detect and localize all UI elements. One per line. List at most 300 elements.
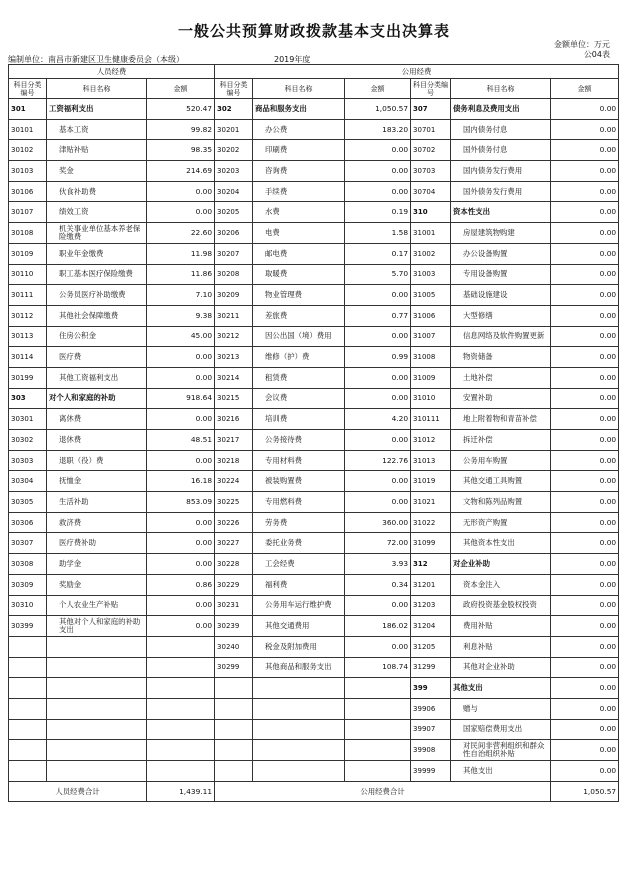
cell-amount: 0.00 bbox=[551, 161, 619, 182]
cell-amount: 0.00 bbox=[551, 512, 619, 533]
cell-amount: 0.00 bbox=[551, 657, 619, 678]
amount-header: 金额 bbox=[551, 79, 619, 99]
table-row bbox=[9, 347, 619, 368]
cell-code: 31021 bbox=[411, 492, 451, 513]
cell-amount: 48.51 bbox=[147, 430, 215, 451]
cell-code: 30203 bbox=[215, 161, 253, 182]
cell-code: 30703 bbox=[411, 161, 451, 182]
cell-code: 31002 bbox=[411, 243, 451, 264]
table-row bbox=[9, 409, 619, 430]
cell-code: 301 bbox=[9, 99, 47, 120]
cell-amount: 186.02 bbox=[345, 616, 411, 637]
cell-code: 30212 bbox=[215, 326, 253, 347]
cell-name: 安置补助 bbox=[451, 388, 551, 409]
cell-name: 因公出国（境）费用 bbox=[253, 326, 345, 347]
table-row bbox=[9, 388, 619, 409]
cell-name: 国家赔偿费用支出 bbox=[451, 719, 551, 740]
cell-name: 物资储备 bbox=[451, 347, 551, 368]
cell-amount: 0.00 bbox=[551, 719, 619, 740]
cell-code: 30214 bbox=[215, 367, 253, 388]
cell-code bbox=[215, 740, 253, 761]
cell-code: 30304 bbox=[9, 471, 47, 492]
cell-amount: 0.00 bbox=[345, 367, 411, 388]
cell-amount: 0.00 bbox=[345, 181, 411, 202]
cell-code: 30308 bbox=[9, 554, 47, 575]
cell-code: 30240 bbox=[215, 636, 253, 657]
cell-code: 31010 bbox=[411, 388, 451, 409]
table-row bbox=[9, 512, 619, 533]
cell-name: 费用补贴 bbox=[451, 616, 551, 637]
cell-amount: 0.00 bbox=[551, 99, 619, 120]
cell-name: 邮电费 bbox=[253, 243, 345, 264]
cell-code: 31003 bbox=[411, 264, 451, 285]
cell-name: 利息补贴 bbox=[451, 636, 551, 657]
cell-name: 住房公积金 bbox=[47, 326, 147, 347]
table-row bbox=[9, 119, 619, 140]
table-row bbox=[9, 367, 619, 388]
cell-code: 30702 bbox=[411, 140, 451, 161]
cell-name: 债务利息及费用支出 bbox=[451, 99, 551, 120]
cell-amount: 0.00 bbox=[147, 409, 215, 430]
cell-code: 30217 bbox=[215, 430, 253, 451]
cell-amount: 1,050.57 bbox=[345, 99, 411, 120]
unit-label: 金额单位：万元 bbox=[554, 40, 610, 49]
cell-name: 基础设施建设 bbox=[451, 285, 551, 306]
cell-amount: 214.69 bbox=[147, 161, 215, 182]
cell-name: 其他资本性支出 bbox=[451, 533, 551, 554]
cell-code: 30704 bbox=[411, 181, 451, 202]
cell-amount: 0.00 bbox=[551, 554, 619, 575]
cell-code: 30701 bbox=[411, 119, 451, 140]
cell-name: 维修（护）费 bbox=[253, 347, 345, 368]
name-header: 科目名称 bbox=[47, 79, 147, 99]
cell-name: 工会经费 bbox=[253, 554, 345, 575]
cell-code: 30216 bbox=[215, 409, 253, 430]
public-total-label: 公用经费合计 bbox=[215, 781, 551, 802]
cell-amount: 0.00 bbox=[147, 450, 215, 471]
cell-name: 对民间非营利组织和群众性自治组织补贴 bbox=[451, 740, 551, 761]
cell-amount: 0.00 bbox=[551, 140, 619, 161]
cell-name: 绩效工资 bbox=[47, 202, 147, 223]
cell-name: 个人农业生产补贴 bbox=[47, 595, 147, 616]
table-row bbox=[9, 264, 619, 285]
table-row bbox=[9, 161, 619, 182]
cell-name: 大型修缮 bbox=[451, 305, 551, 326]
table-row bbox=[9, 492, 619, 513]
cell-code: 30107 bbox=[9, 202, 47, 223]
table-row bbox=[9, 305, 619, 326]
cell-amount: 0.00 bbox=[345, 595, 411, 616]
cell-name: 会议费 bbox=[253, 388, 345, 409]
cell-amount: 98.35 bbox=[147, 140, 215, 161]
cell-amount bbox=[147, 657, 215, 678]
cell-name: 福利费 bbox=[253, 574, 345, 595]
table-row bbox=[9, 99, 619, 120]
table-row bbox=[9, 740, 619, 761]
cell-code: 39907 bbox=[411, 719, 451, 740]
cell-code bbox=[9, 636, 47, 657]
cell-code: 31006 bbox=[411, 305, 451, 326]
table-row bbox=[9, 243, 619, 264]
cell-name: 手续费 bbox=[253, 181, 345, 202]
cell-name: 公务用车购置 bbox=[451, 450, 551, 471]
cell-code: 30306 bbox=[9, 512, 47, 533]
cell-name bbox=[47, 698, 147, 719]
cell-amount: 0.00 bbox=[551, 409, 619, 430]
cell-amount: 11.86 bbox=[147, 264, 215, 285]
cell-name: 其他社会保障缴费 bbox=[47, 305, 147, 326]
cell-code: 30113 bbox=[9, 326, 47, 347]
table-row bbox=[9, 574, 619, 595]
cell-code: 31001 bbox=[411, 223, 451, 244]
cell-amount bbox=[345, 719, 411, 740]
cell-amount: 0.00 bbox=[345, 430, 411, 451]
cell-amount: 0.00 bbox=[551, 202, 619, 223]
table-row bbox=[9, 554, 619, 575]
cell-name bbox=[253, 678, 345, 699]
cell-name: 退职（役）费 bbox=[47, 450, 147, 471]
cell-amount: 360.00 bbox=[345, 512, 411, 533]
year-label: 2019年度 bbox=[274, 55, 311, 64]
cell-code: 30207 bbox=[215, 243, 253, 264]
unit-note bbox=[554, 40, 610, 60]
cell-name: 国外债务发行费用 bbox=[451, 181, 551, 202]
cell-amount bbox=[147, 761, 215, 782]
cell-amount: 0.00 bbox=[147, 512, 215, 533]
form-number: 公04表 bbox=[583, 50, 610, 59]
cell-amount bbox=[147, 698, 215, 719]
cell-code: 30228 bbox=[215, 554, 253, 575]
cell-name: 生活补助 bbox=[47, 492, 147, 513]
cell-amount: 0.00 bbox=[345, 140, 411, 161]
cell-code: 302 bbox=[215, 99, 253, 120]
cell-code: 30215 bbox=[215, 388, 253, 409]
cell-name: 电费 bbox=[253, 223, 345, 244]
cell-name: 公务用车运行维护费 bbox=[253, 595, 345, 616]
cell-name: 商品和服务支出 bbox=[253, 99, 345, 120]
cell-amount: 5.70 bbox=[345, 264, 411, 285]
cell-code: 310111 bbox=[411, 409, 451, 430]
cell-amount bbox=[345, 761, 411, 782]
cell-name: 差旅费 bbox=[253, 305, 345, 326]
cell-name: 国外债务付息 bbox=[451, 140, 551, 161]
cell-code: 30103 bbox=[9, 161, 47, 182]
cell-code: 30307 bbox=[9, 533, 47, 554]
cell-amount: 0.00 bbox=[551, 181, 619, 202]
cell-amount: 0.00 bbox=[551, 388, 619, 409]
cell-amount: 72.00 bbox=[345, 533, 411, 554]
cell-amount: 22.60 bbox=[147, 223, 215, 244]
cell-code: 30227 bbox=[215, 533, 253, 554]
org-label: 编制单位：南昌市新建区卫生健康委员会（本级） bbox=[8, 55, 184, 64]
cell-code: 30213 bbox=[215, 347, 253, 368]
cell-amount bbox=[147, 719, 215, 740]
cell-amount: 0.00 bbox=[551, 305, 619, 326]
table-row bbox=[9, 533, 619, 554]
cell-amount: 9.38 bbox=[147, 305, 215, 326]
cell-code: 39908 bbox=[411, 740, 451, 761]
cell-code bbox=[215, 761, 253, 782]
public-header: 公用经费 bbox=[215, 65, 619, 79]
cell-amount: 0.00 bbox=[551, 636, 619, 657]
cell-code: 30309 bbox=[9, 574, 47, 595]
cell-name: 政府投资基金股权投资 bbox=[451, 595, 551, 616]
table-row bbox=[9, 761, 619, 782]
cell-name: 基本工资 bbox=[47, 119, 147, 140]
cell-amount: 0.00 bbox=[147, 554, 215, 575]
cell-amount: 0.00 bbox=[551, 492, 619, 513]
cell-amount bbox=[147, 678, 215, 699]
table-row bbox=[9, 657, 619, 678]
cell-code: 30211 bbox=[215, 305, 253, 326]
code-header: 科目分类编号 bbox=[9, 79, 47, 99]
cell-amount: 918.64 bbox=[147, 388, 215, 409]
cell-code: 31205 bbox=[411, 636, 451, 657]
cell-amount: 0.77 bbox=[345, 305, 411, 326]
cell-name bbox=[47, 636, 147, 657]
cell-code: 30110 bbox=[9, 264, 47, 285]
cell-code: 30303 bbox=[9, 450, 47, 471]
cell-amount bbox=[147, 636, 215, 657]
cell-name: 公务接待费 bbox=[253, 430, 345, 451]
cell-amount: 108.74 bbox=[345, 657, 411, 678]
cell-code: 30305 bbox=[9, 492, 47, 513]
cell-amount: 0.00 bbox=[551, 119, 619, 140]
personnel-total-label: 人员经费合计 bbox=[9, 781, 147, 802]
public-total-value: 1,050.57 bbox=[551, 781, 619, 802]
cell-code: 31009 bbox=[411, 367, 451, 388]
cell-code: 31022 bbox=[411, 512, 451, 533]
cell-amount: 0.00 bbox=[147, 347, 215, 368]
cell-amount: 0.00 bbox=[551, 574, 619, 595]
cell-name bbox=[47, 678, 147, 699]
cell-name: 职业年金缴费 bbox=[47, 243, 147, 264]
cell-code: 31204 bbox=[411, 616, 451, 637]
cell-code bbox=[215, 698, 253, 719]
cell-name: 医疗费补助 bbox=[47, 533, 147, 554]
cell-name: 税金及附加费用 bbox=[253, 636, 345, 657]
cell-amount: 3.93 bbox=[345, 554, 411, 575]
cell-amount: 0.00 bbox=[551, 264, 619, 285]
cell-name: 专用材料费 bbox=[253, 450, 345, 471]
cell-amount: 0.00 bbox=[551, 698, 619, 719]
cell-code: 30205 bbox=[215, 202, 253, 223]
cell-name: 资本金注入 bbox=[451, 574, 551, 595]
cell-amount: 1.58 bbox=[345, 223, 411, 244]
cell-amount: 0.00 bbox=[551, 430, 619, 451]
cell-code: 30229 bbox=[215, 574, 253, 595]
cell-amount: 0.00 bbox=[551, 678, 619, 699]
cell-name: 土地补偿 bbox=[451, 367, 551, 388]
table-row bbox=[9, 471, 619, 492]
cell-code bbox=[215, 678, 253, 699]
cell-code bbox=[9, 761, 47, 782]
cell-code: 30106 bbox=[9, 181, 47, 202]
cell-name: 地上附着物和青苗补偿 bbox=[451, 409, 551, 430]
cell-name: 办公设备购置 bbox=[451, 243, 551, 264]
cell-name: 医疗费 bbox=[47, 347, 147, 368]
cell-code: 30114 bbox=[9, 347, 47, 368]
cell-amount: 0.00 bbox=[345, 471, 411, 492]
cell-amount: 853.09 bbox=[147, 492, 215, 513]
cell-name: 其他商品和服务支出 bbox=[253, 657, 345, 678]
amount-header: 金额 bbox=[147, 79, 215, 99]
table-row bbox=[9, 719, 619, 740]
cell-amount: 0.17 bbox=[345, 243, 411, 264]
cell-name: 房屋建筑物购建 bbox=[451, 223, 551, 244]
table-row bbox=[9, 636, 619, 657]
report-title: 一般公共预算财政拨款基本支出决算表 bbox=[177, 22, 450, 40]
cell-name: 其他对企业补助 bbox=[451, 657, 551, 678]
cell-code: 31019 bbox=[411, 471, 451, 492]
cell-code: 307 bbox=[411, 99, 451, 120]
cell-amount: 0.00 bbox=[147, 202, 215, 223]
cell-code: 31012 bbox=[411, 430, 451, 451]
cell-code: 30226 bbox=[215, 512, 253, 533]
cell-name: 国内债务付息 bbox=[451, 119, 551, 140]
cell-code: 30209 bbox=[215, 285, 253, 306]
cell-amount: 0.00 bbox=[345, 492, 411, 513]
cell-name: 取暖费 bbox=[253, 264, 345, 285]
cell-code: 30310 bbox=[9, 595, 47, 616]
cell-name: 其他交通工具购置 bbox=[451, 471, 551, 492]
cell-amount: 0.00 bbox=[147, 616, 215, 637]
cell-amount: 4.20 bbox=[345, 409, 411, 430]
cell-amount: 0.00 bbox=[551, 223, 619, 244]
cell-name: 奖励金 bbox=[47, 574, 147, 595]
cell-code: 312 bbox=[411, 554, 451, 575]
cell-amount: 0.00 bbox=[551, 450, 619, 471]
cell-name: 资本性支出 bbox=[451, 202, 551, 223]
cell-name: 委托业务费 bbox=[253, 533, 345, 554]
cell-amount: 183.20 bbox=[345, 119, 411, 140]
cell-amount bbox=[147, 740, 215, 761]
cell-name: 离休费 bbox=[47, 409, 147, 430]
cell-amount: 0.00 bbox=[551, 326, 619, 347]
cell-amount: 99.82 bbox=[147, 119, 215, 140]
cell-amount: 0.00 bbox=[551, 367, 619, 388]
cell-name: 物业管理费 bbox=[253, 285, 345, 306]
cell-name: 退休费 bbox=[47, 430, 147, 451]
cell-code bbox=[9, 678, 47, 699]
table-row bbox=[9, 450, 619, 471]
cell-amount: 0.00 bbox=[551, 243, 619, 264]
cell-name: 文物和陈列品购置 bbox=[451, 492, 551, 513]
cell-name: 助学金 bbox=[47, 554, 147, 575]
cell-code: 310 bbox=[411, 202, 451, 223]
cell-amount: 16.18 bbox=[147, 471, 215, 492]
cell-code bbox=[9, 719, 47, 740]
cell-amount: 0.00 bbox=[551, 533, 619, 554]
table-row bbox=[9, 202, 619, 223]
cell-name: 其他支出 bbox=[451, 678, 551, 699]
cell-code bbox=[9, 740, 47, 761]
cell-amount: 0.00 bbox=[345, 161, 411, 182]
cell-code: 30201 bbox=[215, 119, 253, 140]
cell-amount: 520.47 bbox=[147, 99, 215, 120]
cell-amount: 0.00 bbox=[345, 326, 411, 347]
cell-code: 30399 bbox=[9, 616, 47, 637]
cell-name: 专用设备购置 bbox=[451, 264, 551, 285]
name-header: 科目名称 bbox=[253, 79, 345, 99]
cell-amount: 0.00 bbox=[551, 761, 619, 782]
cell-code: 30231 bbox=[215, 595, 253, 616]
cell-code bbox=[215, 719, 253, 740]
cell-name: 公务员医疗补助缴费 bbox=[47, 285, 147, 306]
cell-amount: 0.00 bbox=[551, 471, 619, 492]
cell-name: 咨询费 bbox=[253, 161, 345, 182]
table-row bbox=[9, 285, 619, 306]
table-row bbox=[9, 698, 619, 719]
cell-amount: 0.00 bbox=[551, 285, 619, 306]
cell-amount: 0.00 bbox=[345, 636, 411, 657]
cell-code: 30239 bbox=[215, 616, 253, 637]
cell-amount: 0.00 bbox=[147, 367, 215, 388]
cell-amount: 0.00 bbox=[345, 285, 411, 306]
cell-name: 信息网络及软件购置更新 bbox=[451, 326, 551, 347]
expenditure-table bbox=[8, 64, 619, 802]
cell-name bbox=[253, 719, 345, 740]
cell-code bbox=[9, 698, 47, 719]
cell-name: 培训费 bbox=[253, 409, 345, 430]
cell-code: 30202 bbox=[215, 140, 253, 161]
cell-name: 对企业补助 bbox=[451, 554, 551, 575]
cell-amount: 0.19 bbox=[345, 202, 411, 223]
cell-code: 30218 bbox=[215, 450, 253, 471]
table-body bbox=[9, 99, 619, 782]
cell-code: 30102 bbox=[9, 140, 47, 161]
cell-code: 31201 bbox=[411, 574, 451, 595]
name-header: 科目名称 bbox=[451, 79, 551, 99]
cell-code: 30301 bbox=[9, 409, 47, 430]
cell-name: 租赁费 bbox=[253, 367, 345, 388]
table-row bbox=[9, 140, 619, 161]
cell-code: 39906 bbox=[411, 698, 451, 719]
cell-code: 31013 bbox=[411, 450, 451, 471]
cell-amount: 0.00 bbox=[551, 595, 619, 616]
table-row bbox=[9, 678, 619, 699]
cell-code: 31203 bbox=[411, 595, 451, 616]
cell-code: 30199 bbox=[9, 367, 47, 388]
table-row bbox=[9, 223, 619, 244]
cell-amount: 0.00 bbox=[551, 347, 619, 368]
cell-name: 其他支出 bbox=[451, 761, 551, 782]
code-header: 科目分类编号 bbox=[411, 79, 451, 99]
cell-code: 31007 bbox=[411, 326, 451, 347]
cell-name bbox=[253, 740, 345, 761]
cell-amount: 0.00 bbox=[551, 740, 619, 761]
cell-name: 对个人和家庭的补助 bbox=[47, 388, 147, 409]
cell-name: 办公费 bbox=[253, 119, 345, 140]
cell-code: 31299 bbox=[411, 657, 451, 678]
cell-amount: 0.00 bbox=[147, 533, 215, 554]
header-row-groups bbox=[9, 65, 619, 79]
cell-name: 专用燃料费 bbox=[253, 492, 345, 513]
cell-name: 拆迁补偿 bbox=[451, 430, 551, 451]
cell-code: 30112 bbox=[9, 305, 47, 326]
cell-code: 30299 bbox=[215, 657, 253, 678]
cell-name: 印刷费 bbox=[253, 140, 345, 161]
cell-code: 30224 bbox=[215, 471, 253, 492]
table-row bbox=[9, 326, 619, 347]
cell-name: 其他工资福利支出 bbox=[47, 367, 147, 388]
cell-amount: 0.00 bbox=[551, 616, 619, 637]
cell-amount: 11.98 bbox=[147, 243, 215, 264]
cell-name bbox=[47, 657, 147, 678]
cell-name: 伙食补助费 bbox=[47, 181, 147, 202]
cell-amount: 0.34 bbox=[345, 574, 411, 595]
table-row bbox=[9, 430, 619, 451]
